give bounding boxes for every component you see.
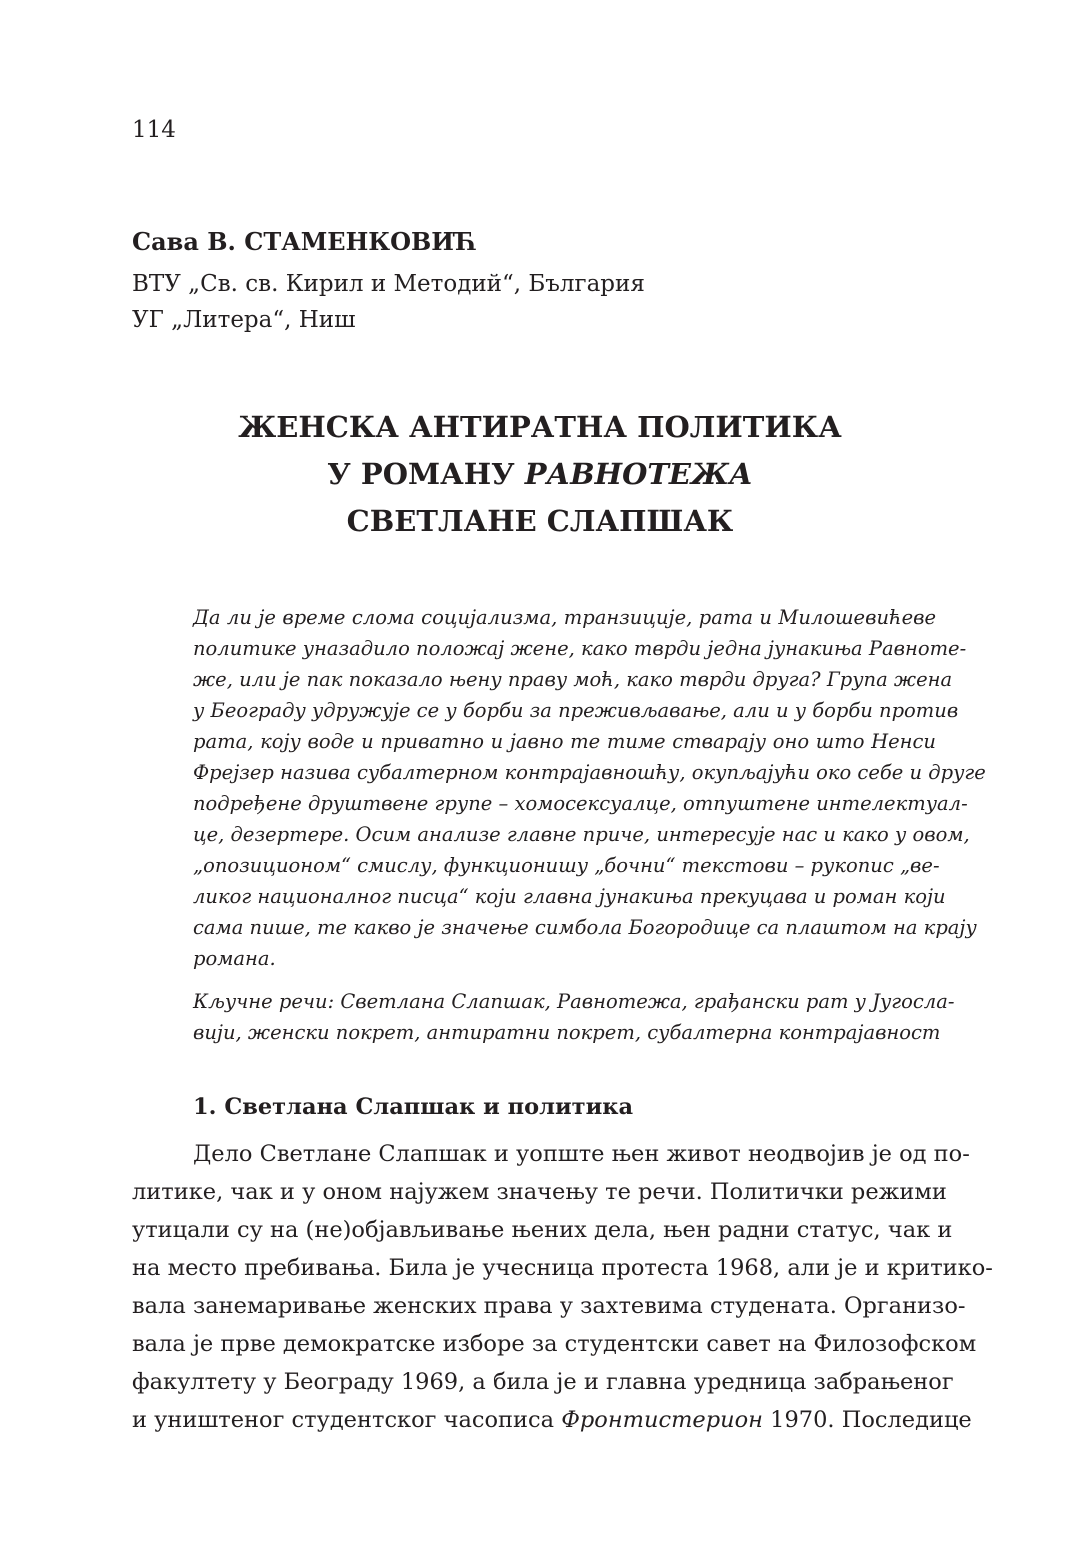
abstract-line: у Београду удружује се у борби за преживљавање, али и у борби против [193,699,959,722]
body-line: литике, чак и у оном најужем значењу те речи. Политички режими [132,1179,947,1205]
abstract-line: же, или је пак показало њену праву моћ, како тврди друга? Група жена [193,668,953,691]
abstract-line: ликог националног писца“ који главна јунакиња прекуцава и роман који [193,885,946,908]
body-line: вала занемаривање женских права у захтевима студената. Организо- [132,1293,966,1319]
body-line: на место пребивања. Била је учесница протеста 1968, али је и критико- [132,1255,993,1281]
abstract-line: це, дезертере. Осим анализе главне приче, интересује нас и како у овом, [193,823,970,846]
journal-name: Фронтистерион [561,1407,763,1433]
article-title-line: ЖЕНСКА АНТИРАТНА ПОЛИТИКА [238,410,842,444]
keywords-line: вији, женски покрет, антиратни покрет, субалтерна контрајавност [193,1021,941,1044]
author-affiliation: УГ „Литера“, Ниш [132,307,356,333]
body-line [132,1407,972,1433]
section-heading: 1. Светлана Слапшак и политика [193,1094,634,1120]
abstract-line: Фрејзер назива субалтерном контрајавношћу, окупљајући око себе и друге [193,761,986,784]
abstract-line: политике уназадило положај жене, како тврди једна јунакиња Равноте- [193,637,967,660]
author-affiliation: ВТУ „Св. св. Кирил и Методий“, България [132,271,645,297]
body-line: Дело Светлане Слапшак и уопште њен живот неодвојив је од по- [193,1141,970,1167]
body-text: 1970. Последице [763,1407,972,1433]
abstract-line: романа. [193,947,276,970]
abstract-line: рата, коју воде и приватно и јавно те тиме стварају оно што Ненси [193,730,936,753]
body-line: утицали су на (не)објављивање њених дела, њен радни статус, чак и [132,1217,953,1243]
article-title-line [0,457,1080,491]
abstract-line: подређене друштвене групе – хомосексуалце, отпуштене интелектуал- [193,792,968,815]
author-name: Сава В. СТАМЕНКОВИЋ [132,227,478,256]
body-text: и уништеног студентског часописа [132,1407,562,1433]
abstract-line: Да ли је време слома социјализма, транзиције, рата и Милошевићеве [193,606,936,629]
keywords-line: Кључне речи: Светлана Слапшак, Равнотежа, грађански рат у Југосла- [193,990,955,1013]
body-line: вала је прве демократске изборе за студентски савет на Филозофском [132,1331,977,1357]
abstract-line: „опозиционом“ смислу, функционишу „бочни“ текстови – рукопис „ве- [193,854,940,877]
abstract-line: сама пише, те какво је значење симбола Богородице са плаштом на крају [193,916,977,939]
title-text: У РОМАНУ [327,457,525,491]
body-line: факултету у Београду 1969, а била је и главна уредница забрањеног [132,1369,954,1395]
title-novel-name: РАВНОТЕЖА [524,457,753,491]
article-title-line: СВЕТЛАНЕ СЛАПШАК [346,504,734,538]
page-number: 114 [132,117,176,143]
